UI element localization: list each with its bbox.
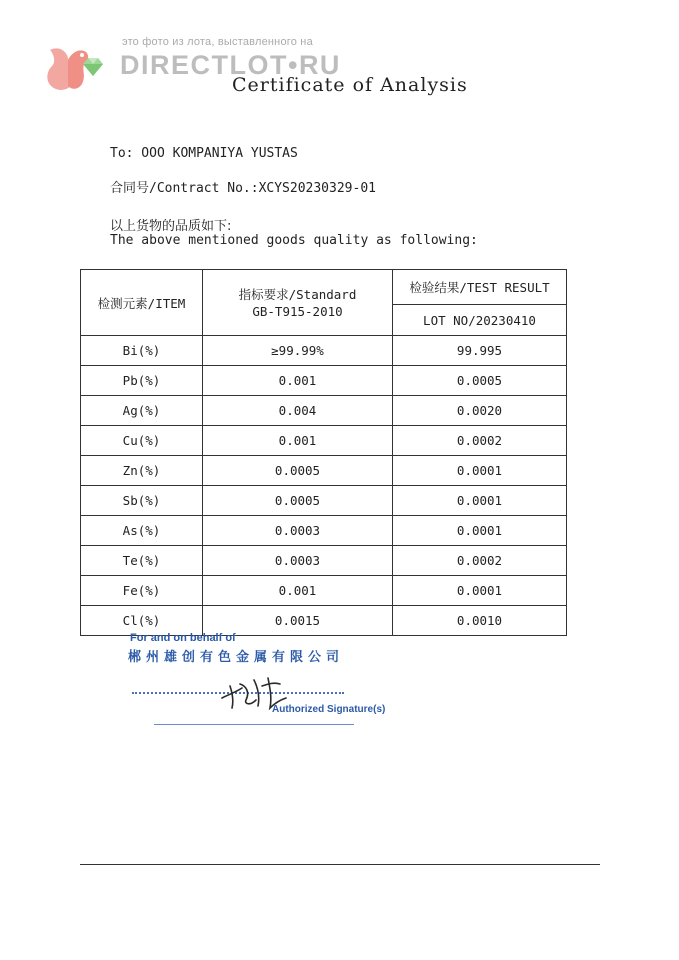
contract-line: 合同号/Contract No.:XCYS20230329-01 xyxy=(110,181,376,196)
standard-header-line1: 指标要求/Standard xyxy=(238,286,357,302)
intro-cn: 以上货物的品质如下: xyxy=(110,219,232,234)
table-row xyxy=(81,336,567,366)
table-row xyxy=(81,486,567,516)
squirrel-diamond-logo-icon xyxy=(42,40,112,94)
result-cell: 0.0002 xyxy=(393,426,567,456)
result-cell: 0.0002 xyxy=(393,546,567,576)
result-cell: 0.0001 xyxy=(393,576,567,606)
table-row xyxy=(81,396,567,426)
item-cell: Cu(%) xyxy=(81,426,203,456)
for-behalf-text: For and on behalf of xyxy=(130,632,236,644)
result-cell: 0.0020 xyxy=(393,396,567,426)
item-cell: Bi(%) xyxy=(81,336,203,366)
company-name-cn: 郴州雄创有色金属有限公司 xyxy=(128,650,345,665)
table-row xyxy=(81,516,567,546)
standard-cell: 0.001 xyxy=(203,366,393,396)
signature-line xyxy=(154,724,354,725)
result-cell: 0.0010 xyxy=(393,606,567,636)
to-line: To: OOO KOMPANIYA YUSTAS xyxy=(110,146,298,161)
table-row xyxy=(81,456,567,486)
item-header: 检测元素/ITEM xyxy=(81,270,203,336)
item-cell: Te(%) xyxy=(81,546,203,576)
standard-cell: 0.0005 xyxy=(203,456,393,486)
table-row xyxy=(81,606,567,636)
item-cell: Cl(%) xyxy=(81,606,203,636)
bottom-divider xyxy=(80,864,600,865)
result-cell: 99.995 xyxy=(393,336,567,366)
analysis-table xyxy=(80,269,567,636)
authorized-signature-label: Authorized Signature(s) xyxy=(272,704,386,715)
table-row xyxy=(81,576,567,606)
table-row xyxy=(81,366,567,396)
lot-header: LOT NO/20230410 xyxy=(393,305,567,336)
standard-cell: 0.004 xyxy=(203,396,393,426)
intro-en: The above mentioned goods quality as following: xyxy=(110,233,478,248)
item-cell: Pb(%) xyxy=(81,366,203,396)
result-cell: 0.0001 xyxy=(393,486,567,516)
standard-cell: 0.0003 xyxy=(203,516,393,546)
standard-cell: 0.001 xyxy=(203,576,393,606)
item-cell: Zn(%) xyxy=(81,456,203,486)
result-cell: 0.0001 xyxy=(393,516,567,546)
watermark-brand: DIRECTLOT•RU xyxy=(120,50,341,80)
table-row xyxy=(81,546,567,576)
standard-header xyxy=(203,270,393,336)
result-cell: 0.0001 xyxy=(393,456,567,486)
watermark-caption: это фото из лота, выставленного на xyxy=(122,36,313,48)
standard-cell: 0.0015 xyxy=(203,606,393,636)
item-cell: Sb(%) xyxy=(81,486,203,516)
result-cell: 0.0005 xyxy=(393,366,567,396)
standard-cell: 0.001 xyxy=(203,426,393,456)
item-cell: Fe(%) xyxy=(81,576,203,606)
result-header: 检验结果/TEST RESULT xyxy=(393,270,567,305)
standard-cell: ≥99.99% xyxy=(203,336,393,366)
signature-block xyxy=(106,632,406,732)
standard-header-line2: GB-T915-2010 xyxy=(252,303,343,319)
standard-cell: 0.0003 xyxy=(203,546,393,576)
standard-cell: 0.0005 xyxy=(203,486,393,516)
item-cell: Ag(%) xyxy=(81,396,203,426)
table-row xyxy=(81,426,567,456)
document-title: Certificate of Analysis xyxy=(232,74,468,96)
item-cell: As(%) xyxy=(81,516,203,546)
